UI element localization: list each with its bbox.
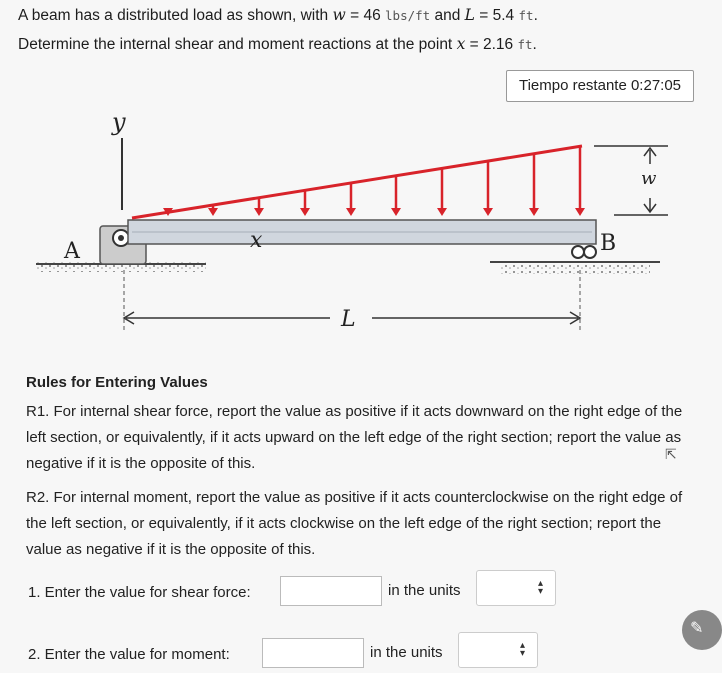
L-value: 5.4 [492,7,515,24]
w-dimension-label: w [641,168,657,189]
rule-1: R1. For internal shear force, report the value as positive if it acts downward on the right edge of the left section, or equivalently, if it acts upward on the left edge of the right section; report the value as negative if it is the opposite of this. [26,403,683,472]
rules-section [26,374,686,563]
equals-sign: = [345,7,364,24]
load-top-line [132,146,582,218]
roller-support-B [572,246,584,258]
equals-sign: = [465,36,483,53]
load-arrow-head [483,208,493,216]
problem-line-2 [18,35,537,54]
problem-line-1 [18,6,538,25]
period: . [533,7,538,24]
mouse-cursor-icon: ⇱ [665,446,677,462]
time-remaining-badge: Tiempo restante 0:27:05 [506,70,694,102]
moment-label: 2. Enter the value for moment: [28,646,230,663]
and-text: and [430,7,465,24]
L-units: ft [518,8,534,23]
L-symbol: L [464,6,475,24]
problem-text: Determine the internal shear and moment reactions at the point [18,36,453,53]
w-units: lbs/ft [385,8,431,23]
load-arrow-head [208,208,218,216]
support-A-label: A [64,239,80,264]
load-arrow-head [300,208,310,216]
y-axis-label: y [112,108,126,136]
load-arrow-head [437,208,447,216]
x-symbol: x [456,35,466,53]
w-symbol: w [332,6,346,24]
load-arrow-head [391,208,401,216]
w-value: 46 [363,7,381,24]
load-arrow-head [254,208,264,216]
period: . [532,36,537,53]
x-value: 2.16 [482,36,514,53]
shear-input[interactable] [280,576,382,606]
problem-text: A beam has a distributed load as shown, with [18,7,329,24]
L-dimension-label: L [341,307,356,332]
equals-sign: = [474,7,493,24]
shear-label: 1. Enter the value for shear force: [28,584,251,601]
moment-units-select[interactable] [458,632,538,668]
x-units: ft [517,37,533,52]
moment-units-label: in the units [370,644,443,661]
shear-units-label: in the units [388,582,461,599]
load-arrow-head [575,208,585,216]
load-arrow-head [529,208,539,216]
select-arrows-icon: ▴ ▾ [537,578,543,597]
support-B-label: B [600,231,617,256]
load-arrow-head [346,208,356,216]
select-arrows-icon: ▴ ▾ [519,640,525,659]
pencil-icon: ✎ [690,620,704,637]
beam-diagram [0,100,700,370]
rules-title: Rules for Entering Values [26,374,208,391]
rule-2: R2. For internal moment, report the value as positive if it acts counterclockwise on the right edge of the left section, or equivalently, if it acts clockwise on the left edge of the right section; report the value as negative if it is the opposite of this. [26,489,683,558]
side-panel-tab[interactable] [682,610,722,650]
x-position-label: x [250,228,263,253]
moment-input[interactable] [262,638,364,668]
shear-units-select[interactable] [476,570,556,606]
